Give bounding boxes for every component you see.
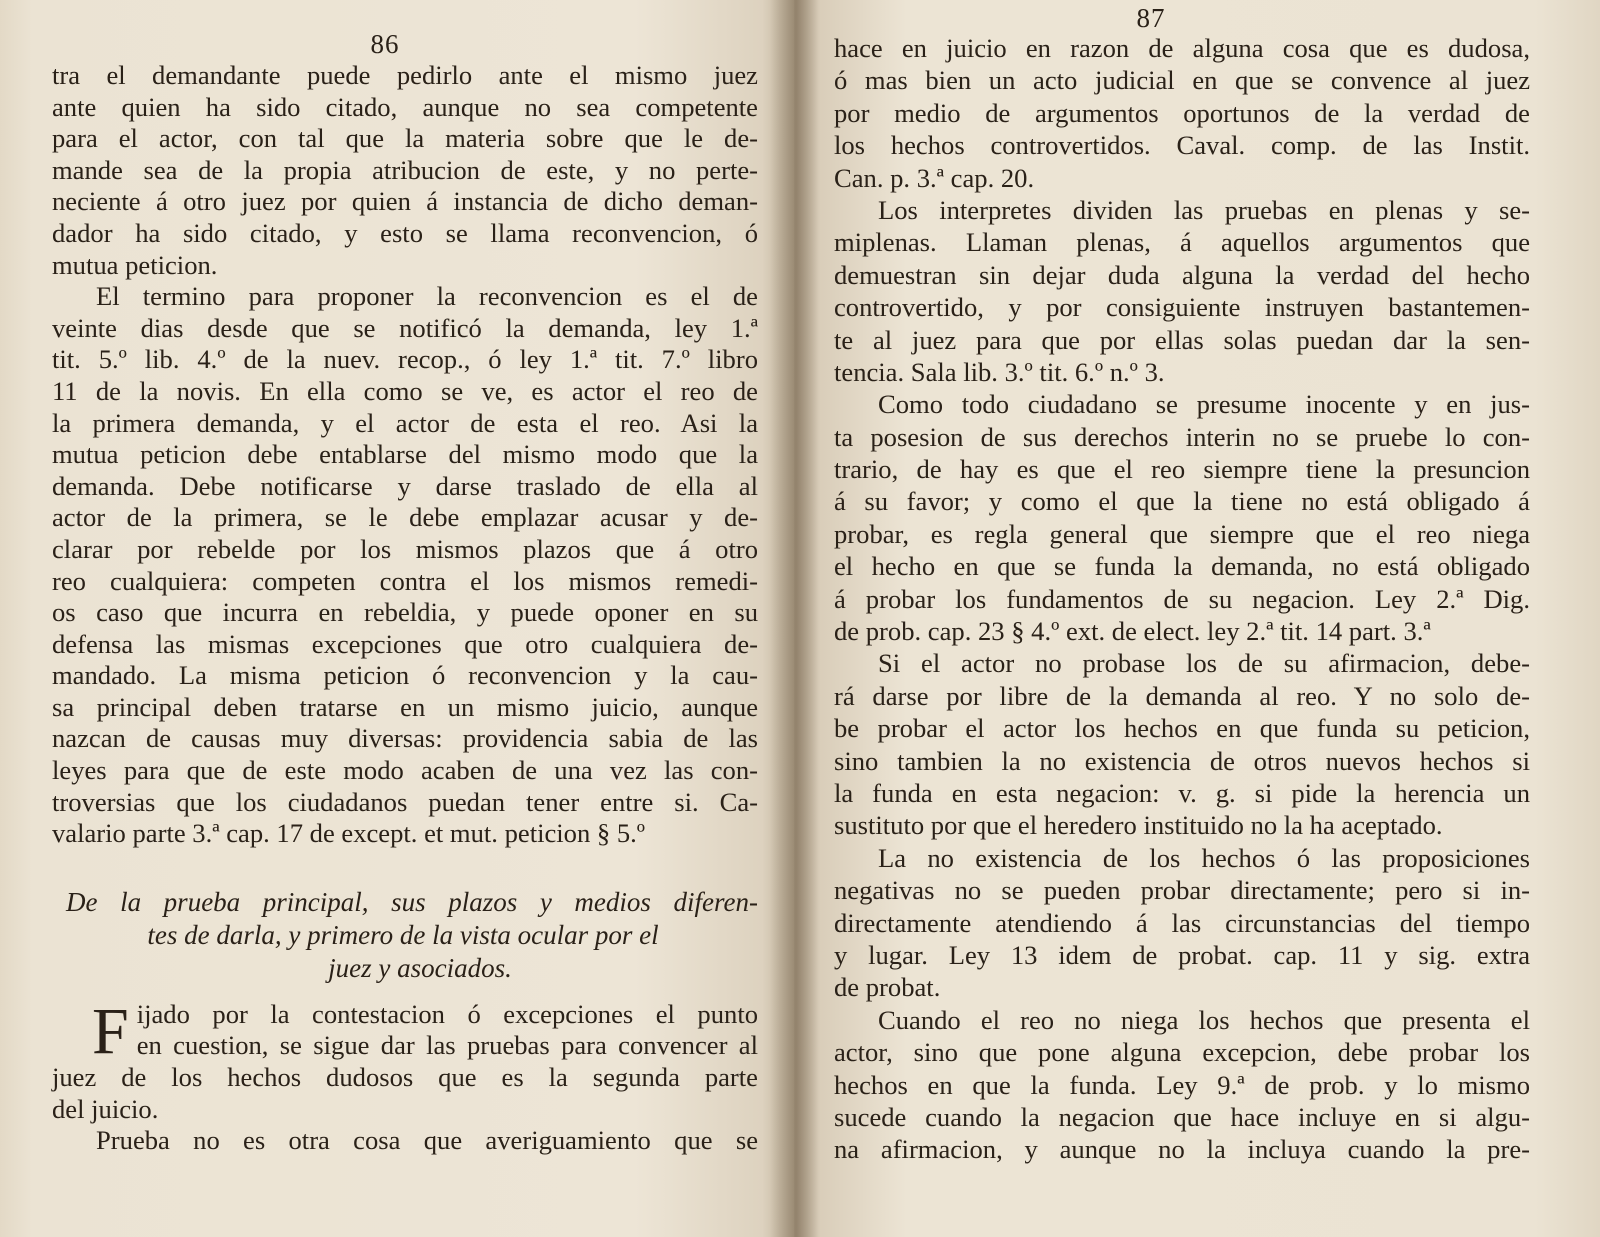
text-line: Los interpretes dividen las pruebas en plenas y se- (878, 194, 1530, 225)
text-line: del juicio. (52, 1093, 159, 1124)
text-line: Prueba no es otra cosa que averiguamiento que se (96, 1125, 758, 1156)
text-line: hace en juicio en razon de alguna cosa que es dudosa, (834, 33, 1530, 63)
text-line: Como todo ciudadano se presume inocente y en jus- (878, 389, 1530, 420)
text-line: defensa las mismas excepciones que otro cualquiera de- (52, 628, 758, 659)
text-line: clarar por rebelde por los mismos plazos que á otro (52, 533, 758, 564)
text-line: be probar el actor los hechos en que funda su peticion, (834, 713, 1530, 744)
text-line: os caso que incurra en rebeldia, y puede oponer en su (52, 597, 758, 628)
text-line: la primera demanda, y el actor de esta el reo. Asi la (52, 407, 758, 438)
text-line: demanda. Debe notificarse y darse traslado de ella al (52, 470, 758, 501)
text-line: nazcan de causas muy diversas: providencia sabia de las (52, 723, 758, 754)
heading-line: tes de darla, y primero de la vista ocular por el (147, 919, 659, 950)
text-line: negativas no se pueden probar directamente; pero si in- (834, 875, 1530, 906)
text-line: 11 de la novis. En ella como se ve, es actor el reo de (52, 375, 758, 406)
text-line: sino tambien la no existencia de otros nuevos hechos si (834, 745, 1530, 776)
right-page (794, 0, 1600, 1237)
text-line: rá darse por libre de la demanda al reo. Y no solo de- (834, 680, 1530, 711)
text-line: trario, de hay es que el reo siempre tiene la presuncion (834, 454, 1530, 485)
text-line: El termino para proponer la reconvencion es el de (96, 281, 758, 312)
left-page (0, 0, 794, 1237)
text-line: valario parte 3.ª cap. 17 de except. et mut. peticion § 5.º (52, 818, 646, 849)
text-line: ijado por la contestacion ó excepciones el punto (136, 998, 758, 1029)
text-line: el hecho en que se funda la demanda, no está obligado (834, 551, 1530, 582)
text-line: na afirmacion, y aunque no la incluya cuando la pre- (834, 1134, 1530, 1165)
section-heading (52, 886, 758, 985)
text-line: ó mas bien un acto judicial en que se convence al juez (834, 65, 1530, 96)
text-line: hechos en que la funda. Ley 9.ª de prob. y lo mismo (834, 1069, 1530, 1100)
text-line: mutua peticion. (52, 249, 218, 280)
text-line: actor de la primera, se le debe emplazar acusar y de- (52, 502, 758, 533)
text-line: mandado. La misma peticion ó reconvencion y la cau- (52, 660, 758, 691)
text-line: neciente á otro juez por quien á instancia de dicho deman- (52, 186, 758, 217)
text-line: á probar los fundamentos de su negacion. Ley 2.ª Dig. (834, 583, 1530, 614)
text-line: tencia. Sala lib. 3.º tit. 6.º n.º 3. (834, 356, 1165, 387)
text-line: miplenas. Llaman plenas, á aquellos argumentos que (834, 227, 1530, 258)
page-number-left: 86 (370, 29, 400, 59)
text-line: probar, es regla general que siempre que el reo niega (834, 518, 1530, 549)
text-line: de prob. cap. 23 § 4.º ext. de elect. ley 2.ª tit. 14 part. 3.ª (834, 616, 1431, 647)
text-line: tit. 5.º lib. 4.º de la nuev. recop., ó ley 1.ª tit. 7.º libro (52, 344, 758, 375)
text-line: leyes para que de este modo acaben de una vez las con- (52, 755, 758, 786)
text-line: sa principal deben tratarse en un mismo juicio, aunque (52, 691, 758, 722)
text-line: directamente atendiendo á las circunstancias del tiempo (834, 907, 1530, 938)
text-line: mutua peticion debe entablarse del mismo modo que la (52, 439, 758, 470)
text-line: veinte dias desde que se notificó la demanda, ley 1.ª (52, 312, 758, 343)
drop-cap: F (92, 994, 129, 1068)
left-paragraph-4 (52, 1125, 758, 1157)
text-line: ante quien ha sido citado, aunque no sea competente (52, 91, 758, 122)
text-line: á su favor; y como el que la tiene no está obligado á (834, 486, 1530, 517)
text-line: los hechos controvertidos. Caval. comp. de las Instit. (834, 130, 1530, 161)
right-paragraph-6 (834, 1004, 1530, 1166)
right-paragraph-2 (834, 194, 1530, 388)
right-paragraph-3 (834, 388, 1530, 647)
text-line: Si el actor no probase los de su afirmacion, debe- (878, 648, 1530, 679)
right-paragraph-4 (834, 647, 1530, 841)
heading-line: De la prueba principal, sus plazos y medios diferen- (66, 886, 758, 917)
text-line: Can. p. 3.ª cap. 20. (834, 162, 1035, 193)
text-line: la funda en esta negacion: v. g. si pide la herencia un (834, 777, 1530, 808)
left-paragraph-2 (52, 281, 758, 850)
text-line: juez de los hechos dudosos que es la segunda parte (52, 1062, 758, 1093)
text-line: demuestran sin dejar duda alguna la verdad del hecho (834, 259, 1530, 290)
text-line: para el actor, con tal que la materia sobre que le de- (52, 123, 758, 154)
heading-line: juez y asociados. (328, 952, 512, 983)
right-paragraph-1 (834, 32, 1530, 194)
text-line: troversias que los ciudadanos puedan tener entre si. Ca- (52, 786, 758, 817)
text-line: controvertido, y por consiguiente instruyen bastantemen- (834, 292, 1530, 323)
page-number-right: 87 (1136, 3, 1166, 33)
left-paragraph-1 (52, 60, 758, 281)
text-line: te al juez para que por ellas solas puedan dar la sen- (834, 324, 1530, 355)
text-line: La no existencia de los hechos ó las proposiciones (878, 842, 1530, 873)
text-line: de probat. (834, 972, 941, 1003)
text-line: por medio de argumentos oportunos de la verdad de (834, 97, 1530, 128)
text-line: sustituto por que el heredero instituido no la ha aceptado. (834, 810, 1443, 841)
left-paragraph-3 (52, 994, 758, 1125)
text-line: en cuestion, se sigue dar las pruebas para convencer al (136, 1030, 758, 1061)
text-line: y lugar. Ley 13 idem de probat. cap. 11 y sig. extra (834, 939, 1530, 970)
text-line: actor, sino que pone alguna excepcion, debe probar los (834, 1037, 1530, 1068)
text-line: reo cualquiera: competen contra el los mismos remedi- (52, 565, 758, 596)
text-line: dador ha sido citado, y esto se llama reconvencion, ó (52, 217, 758, 248)
text-line: ta posesion de sus derechos interin no se pruebe lo con- (834, 421, 1530, 452)
text-line: Cuando el reo no niega los hechos que presenta el (878, 1004, 1530, 1035)
text-line: mande sea de la propia atribucion de este, y no perte- (52, 154, 758, 185)
right-paragraph-5 (834, 842, 1530, 1004)
text-line: tra el demandante puede pedirlo ante el mismo juez (52, 60, 758, 90)
text-line: sucede cuando la negacion que hace incluye en si algu- (834, 1101, 1530, 1132)
